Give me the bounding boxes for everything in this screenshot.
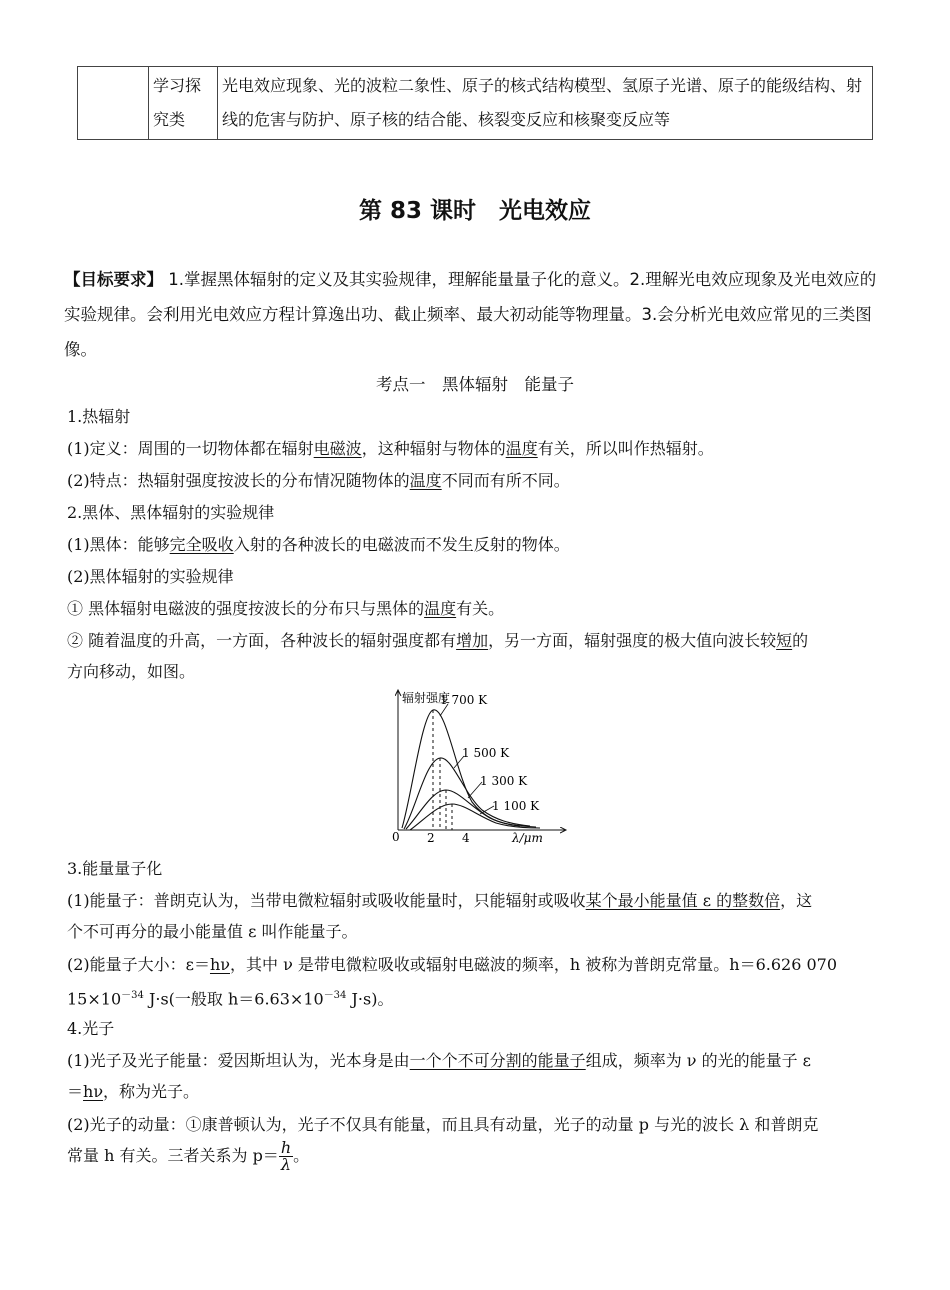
paragraph-blackbody: (1)黑体：能够完全吸收入射的各种波长的电磁波而不发生反射的物体。 (67, 535, 570, 554)
paragraph-rules: (2)黑体辐射的实验规律 (67, 567, 234, 586)
curve-label-1300k: 1 300 K (480, 774, 528, 788)
heading-quantization: 3.能量量子化 (67, 859, 163, 878)
curve-1500k (404, 758, 530, 829)
blackbody-radiation-chart (380, 684, 570, 846)
heading-photon: 4.光子 (67, 1019, 115, 1038)
paragraph-rule-1: ① 黑体辐射电磁波的强度按波长的分布只与黑体的温度有关。 (67, 599, 505, 618)
section-heading-1: 考点一 黑体辐射 能量子 (376, 375, 574, 394)
goal-requirements (64, 262, 878, 367)
paragraph-energy-quantum: (1)能量子：普朗克认为，当带电微粒辐射或吸收能量时，只能辐射或吸收某个最小能量值 ε 的整数倍，这 个不可再分的最小能量值 ε 叫作能量子。 (67, 891, 813, 941)
heading-thermal-radiation: 1.热辐射 (67, 407, 131, 426)
curve-label-1100k: 1 100 K (492, 799, 540, 813)
page-title: 第 83 课时 光电效应 (358, 198, 592, 224)
paragraph-definition: (1)定义：周围的一切物体都在辐射电磁波，这种辐射与物体的温度有关，所以叫作热辐射。 (67, 439, 714, 458)
goal-label: 【目标要求】 (64, 270, 163, 289)
table-cell-category: 学习探究类 (149, 67, 218, 139)
paragraph-quantum-size: (2)能量子大小：ε＝hν，其中 ν 是带电微粒吸收或辐射电磁波的频率，h 被称为普朗克常量。h＝6.626 070 $15\times 10^{-34}$ J·s(一般取 $h=6.63\times 10^{-34}$ J·s)。 (67, 955, 838, 1009)
goal-text: 1.掌握黑体辐射的定义及其实验规律，理解能量量子化的意义。2.理解光电效应现象及光电效应的实验规律。会利用光电效应方程计算逸出功、截止频率、最大初动能等物理量。3.会分析光电效应常见的三类图像。 (64, 270, 877, 359)
paragraph-feature: (2)特点：热辐射强度按波长的分布情况随物体的温度不同而有所不同。 (67, 471, 570, 490)
table-cell-empty (78, 67, 149, 139)
momentum-fraction: $\frac{h}{\lambda}$ (280, 1138, 292, 1174)
paragraph-photon-momentum: (2)光子的动量：①康普顿认为，光子不仅具有能量，而且具有动量，光子的动量 p 与光的波长 λ 和普朗克 常量 h 有关。三者关系为 p＝ $\frac{h}{\lambda}$ 。 (67, 1115, 819, 1174)
curve-label-1700k: 1 700 K (440, 693, 488, 707)
heading-blackbody: 2.黑体、黑体辐射的实验规律 (67, 503, 275, 522)
paragraph-rule-2: ② 随着温度的升高，一方面，各种波长的辐射强度都有增加，另一方面，辐射强度的极大值向波长较短的 方向移动，如图。 (67, 631, 809, 681)
curriculum-table (77, 66, 873, 140)
origin-label: 0 (392, 830, 400, 844)
tick-label-4: 4 (462, 831, 470, 845)
tick-label-2: 2 (427, 831, 435, 845)
table-cell-content: 光电效应现象、光的波粒二象性、原子的核式结构模型、氢原子光谱、原子的能级结构、射线的危害与防护、原子核的结合能、核裂变反应和核聚变反应等 (222, 76, 863, 129)
paragraph-photon-energy: (1)光子及光子能量：爱因斯坦认为，光本身是由一个个不可分割的能量子组成，频率为 ν 的光的能量子 ε ＝hν，称为光子。 (67, 1051, 811, 1101)
x-axis-label: λ/μm (512, 831, 543, 845)
curve-label-1500k: 1 500 K (462, 746, 510, 760)
y-axis-label: 辐射强度 (402, 691, 451, 705)
